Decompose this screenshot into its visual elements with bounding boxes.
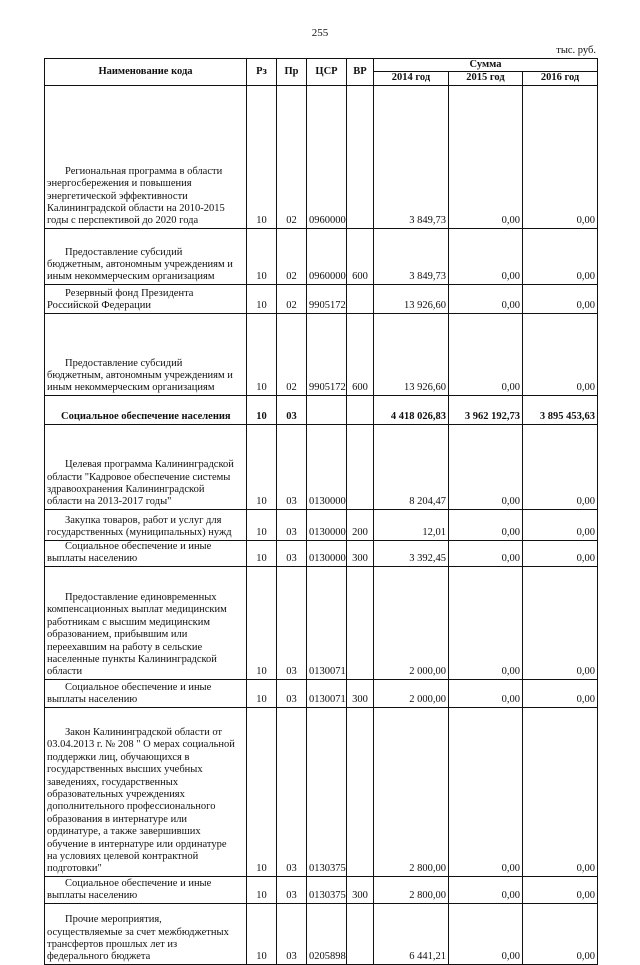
row-name-text: Социальное обеспечение населения (61, 411, 231, 423)
row-2015: 0,00 (449, 424, 523, 509)
table-row (45, 395, 598, 424)
row-csr: 0130000 (307, 540, 347, 566)
row-rz: 10 (247, 903, 277, 964)
row-pr: 02 (277, 284, 307, 313)
row-pr: 03 (277, 424, 307, 509)
table-row (45, 540, 598, 566)
row-2016: 0,00 (523, 540, 598, 566)
table-row (45, 284, 598, 313)
row-2015: 0,00 (449, 679, 523, 707)
row-name-text: Социальное обеспечение и иные выплаты населению (47, 541, 212, 565)
table-row (45, 313, 598, 395)
row-vr (347, 395, 374, 424)
table-row (45, 903, 598, 964)
row-vr: 600 (347, 228, 374, 284)
row-name-text: Предоставление субсидий бюджетным, автономным учреждениям и иным некоммерческим организациям (47, 357, 233, 394)
row-pr: 03 (277, 679, 307, 707)
row-rz: 10 (247, 876, 277, 903)
row-name-text: Закон Калининградской области от 03.04.2013 г. № 208 " О мерах социальной поддержки лиц, обучающихся в государственных высших учебных заведениях, государственных образовательных учреждениях дополнительного профессионального образования в интернатуре или ординатуре, а также завершивших обучение в интернатуре или ординатуре на условиях целевой контрактной подготовки" (47, 726, 235, 875)
row-name (45, 424, 247, 509)
row-vr (347, 424, 374, 509)
row-2015: 0,00 (449, 566, 523, 679)
row-name (45, 395, 247, 424)
header-vr: ВР (347, 59, 374, 86)
table-row (45, 876, 598, 903)
row-2014: 8 204,47 (374, 424, 449, 509)
row-csr: 0130000 (307, 424, 347, 509)
table-row (45, 228, 598, 284)
row-rz: 10 (247, 509, 277, 540)
row-rz: 10 (247, 313, 277, 395)
header-rz: Рз (247, 59, 277, 86)
row-name (45, 509, 247, 540)
row-name (45, 876, 247, 903)
row-vr: 600 (347, 313, 374, 395)
row-2016: 0,00 (523, 876, 598, 903)
row-name-text: Предоставление единовременных компенсационных выплат медицинским работникам с высшим медицинским образованием, прибывшим или переехавшим на работу в сельские населенные пункты Калининградской области (47, 591, 227, 678)
row-2016: 0,00 (523, 85, 598, 228)
header-2015: 2015 год (449, 72, 523, 85)
row-pr: 02 (277, 228, 307, 284)
row-vr: 300 (347, 540, 374, 566)
units-label: тыс. руб. (556, 45, 596, 56)
table-row (45, 509, 598, 540)
table-row (45, 566, 598, 679)
row-2015: 0,00 (449, 284, 523, 313)
row-csr: 0205898 (307, 903, 347, 964)
row-name (45, 903, 247, 964)
row-2016: 0,00 (523, 313, 598, 395)
row-2014: 13 926,60 (374, 284, 449, 313)
row-name-text: Социальное обеспечение и иные выплаты населению (47, 682, 212, 706)
row-name-text: Социальное обеспечение и иные выплаты населению (47, 878, 212, 902)
row-2015: 0,00 (449, 85, 523, 228)
row-vr: 300 (347, 679, 374, 707)
row-2014: 2 000,00 (374, 566, 449, 679)
row-rz: 10 (247, 395, 277, 424)
table-header (45, 59, 598, 86)
row-vr: 300 (347, 876, 374, 903)
row-vr (347, 566, 374, 679)
row-csr: 0130375 (307, 876, 347, 903)
row-name (45, 566, 247, 679)
row-2016: 0,00 (523, 707, 598, 876)
row-2015: 0,00 (449, 228, 523, 284)
row-csr: 0960000 (307, 85, 347, 228)
row-pr: 03 (277, 903, 307, 964)
row-csr: 0960000 (307, 228, 347, 284)
header-pr: Пр (277, 59, 307, 86)
row-2014: 12,01 (374, 509, 449, 540)
row-rz: 10 (247, 424, 277, 509)
row-2015: 0,00 (449, 903, 523, 964)
header-sum: Сумма (374, 59, 598, 72)
row-pr: 03 (277, 509, 307, 540)
row-2015: 0,00 (449, 540, 523, 566)
row-2014: 2 000,00 (374, 679, 449, 707)
row-csr: 0130071 (307, 566, 347, 679)
row-name-text: Резервный фонд Президента Российской Федерации (47, 288, 194, 312)
row-rz: 10 (247, 566, 277, 679)
row-2014: 2 800,00 (374, 876, 449, 903)
row-2014: 3 392,45 (374, 540, 449, 566)
row-pr: 03 (277, 540, 307, 566)
row-2016: 0,00 (523, 903, 598, 964)
row-rz: 10 (247, 540, 277, 566)
row-vr (347, 284, 374, 313)
row-pr: 02 (277, 85, 307, 228)
row-rz: 10 (247, 707, 277, 876)
row-csr: 9905172 (307, 313, 347, 395)
header-name: Наименование кода (45, 59, 247, 86)
row-name (45, 85, 247, 228)
row-name (45, 540, 247, 566)
row-2014: 6 441,21 (374, 903, 449, 964)
header-csr: ЦСР (307, 59, 347, 86)
row-2015: 0,00 (449, 876, 523, 903)
row-2016: 0,00 (523, 566, 598, 679)
row-pr: 02 (277, 313, 307, 395)
header-2016: 2016 год (523, 72, 598, 85)
page-number: 255 (311, 27, 329, 39)
row-2014: 13 926,60 (374, 313, 449, 395)
row-2016: 0,00 (523, 679, 598, 707)
row-name (45, 707, 247, 876)
row-vr (347, 707, 374, 876)
row-rz: 10 (247, 85, 277, 228)
row-name (45, 284, 247, 313)
table-body (45, 85, 598, 964)
row-name (45, 313, 247, 395)
row-name-text: Предоставление субсидий бюджетным, автономным учреждениям и иным некоммерческим организациям (47, 246, 233, 283)
row-2015: 3 962 192,73 (449, 395, 523, 424)
budget-table (44, 58, 598, 965)
table-row (45, 85, 598, 228)
row-2016: 0,00 (523, 228, 598, 284)
row-pr: 03 (277, 395, 307, 424)
row-2014: 4 418 026,83 (374, 395, 449, 424)
row-name-text: Региональная программа в области энергосбережения и повышения энергетической эффективности Калининградской области на 2010-2015 годы с перспективой до 2020 года (47, 165, 225, 227)
row-2016: 0,00 (523, 509, 598, 540)
row-rz: 10 (247, 284, 277, 313)
row-pr: 03 (277, 566, 307, 679)
row-name (45, 228, 247, 284)
header-2014: 2014 год (374, 72, 449, 85)
row-csr: 0130000 (307, 509, 347, 540)
row-vr: 200 (347, 509, 374, 540)
row-csr (307, 395, 347, 424)
row-csr: 0130071 (307, 679, 347, 707)
row-pr: 03 (277, 707, 307, 876)
row-name (45, 679, 247, 707)
row-pr: 03 (277, 876, 307, 903)
row-vr (347, 85, 374, 228)
row-vr (347, 903, 374, 964)
row-2014: 2 800,00 (374, 707, 449, 876)
row-name-text: Прочие мероприятия, осуществляемые за счет межбюджетных трансфертов прошлых лет из федерального бюджета (47, 914, 229, 963)
row-2015: 0,00 (449, 509, 523, 540)
row-2015: 0,00 (449, 313, 523, 395)
row-rz: 10 (247, 679, 277, 707)
row-rz: 10 (247, 228, 277, 284)
row-2016: 0,00 (523, 284, 598, 313)
table-row (45, 679, 598, 707)
row-name-text: Закупка товаров, работ и услуг для государственных (муниципальных) нужд (47, 515, 232, 539)
row-name-text: Целевая программа Калининградской области "Кадровое обеспечение системы здравоохранения Калининградской области на 2013-2017 годы" (47, 459, 234, 508)
row-2014: 3 849,73 (374, 85, 449, 228)
row-2015: 0,00 (449, 707, 523, 876)
row-2014: 3 849,73 (374, 228, 449, 284)
row-csr: 0130375 (307, 707, 347, 876)
row-csr: 9905172 (307, 284, 347, 313)
table-row (45, 424, 598, 509)
row-2016: 3 895 453,63 (523, 395, 598, 424)
table-row (45, 707, 598, 876)
row-2016: 0,00 (523, 424, 598, 509)
